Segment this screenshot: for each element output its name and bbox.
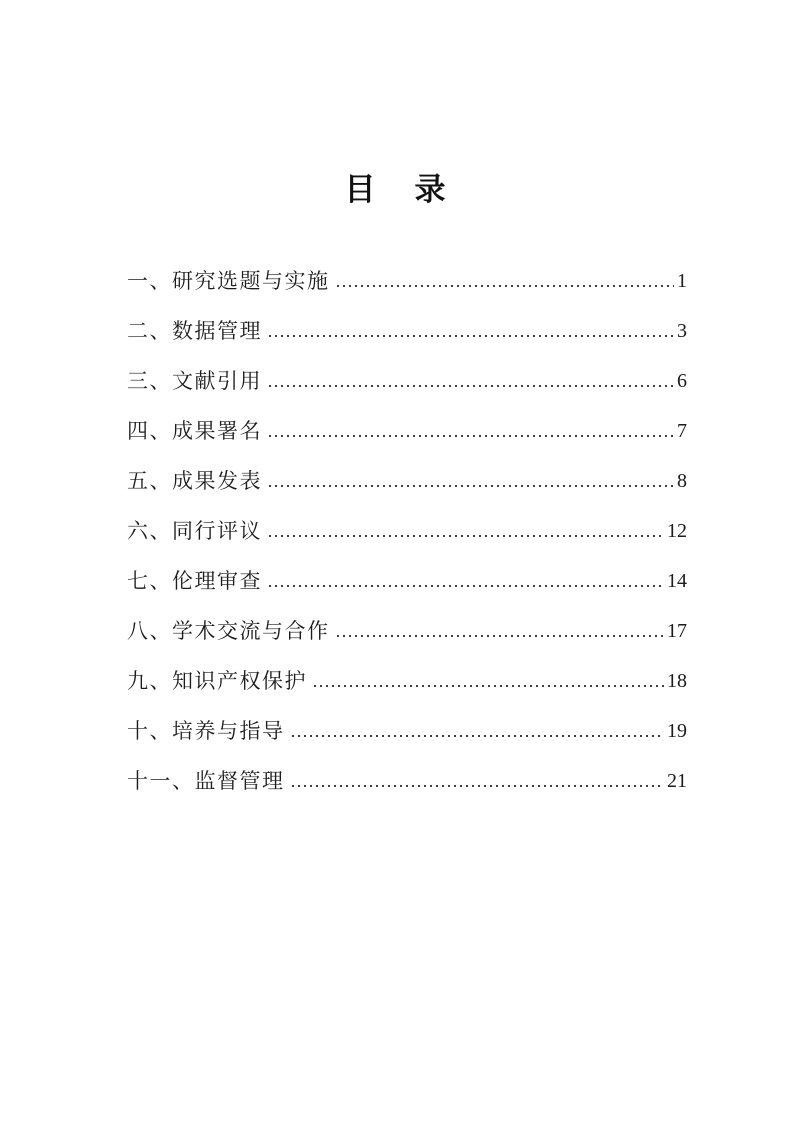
- dot-leader: [267, 481, 674, 489]
- toc-entry-label: 十一、监督管理: [127, 769, 285, 793]
- toc-entry[interactable]: [127, 446, 687, 496]
- toc-page-number: 6: [677, 370, 687, 392]
- dot-leader: [312, 681, 664, 689]
- page-title: 目 录: [344, 172, 450, 207]
- dot-leader: [267, 431, 674, 439]
- toc-page-number: 19: [667, 720, 687, 742]
- dot-leader: [267, 581, 664, 589]
- toc-page-number: 1: [677, 270, 687, 292]
- toc-entry-label: 七、伦理审查: [127, 569, 262, 593]
- toc-page-number: 8: [677, 470, 687, 492]
- toc-entry-label: 八、学术交流与合作: [127, 619, 330, 643]
- toc-page-number: 12: [667, 520, 687, 542]
- toc-page-number: 18: [667, 670, 687, 692]
- dot-leader: [267, 381, 674, 389]
- dot-leader: [267, 531, 664, 539]
- toc-entry[interactable]: [127, 496, 687, 546]
- dot-leader: [267, 331, 674, 339]
- toc-entry-label: 十、培养与指导: [127, 719, 285, 743]
- toc-entry-label: 五、成果发表: [127, 469, 262, 493]
- toc-entry[interactable]: [127, 596, 687, 646]
- toc-entry-label: 二、数据管理: [127, 319, 262, 343]
- toc-page-number: 3: [677, 320, 687, 342]
- toc-entry-label: 一、研究选题与实施: [127, 269, 330, 293]
- toc-entry[interactable]: [127, 246, 687, 296]
- toc-page-number: 7: [677, 420, 687, 442]
- dot-leader: [335, 281, 675, 289]
- toc-entry[interactable]: [127, 646, 687, 696]
- dot-leader: [290, 731, 665, 739]
- toc-entry[interactable]: [127, 546, 687, 596]
- toc-page-number: 17: [667, 620, 687, 642]
- toc-entry[interactable]: [127, 296, 687, 346]
- toc-page-number: 21: [667, 770, 687, 792]
- toc-entry[interactable]: [127, 346, 687, 396]
- toc-entry-label: 四、成果署名: [127, 419, 262, 443]
- toc-entry[interactable]: [127, 746, 687, 796]
- toc-entry-label: 三、文献引用: [127, 369, 262, 393]
- toc-entry[interactable]: [127, 696, 687, 746]
- toc-entry-label: 九、知识产权保护: [127, 669, 307, 693]
- toc-entry-label: 六、同行评议: [127, 519, 262, 543]
- dot-leader: [290, 781, 665, 789]
- table-of-contents: [0, 246, 794, 796]
- dot-leader: [335, 631, 665, 639]
- toc-page-number: 14: [667, 570, 687, 592]
- toc-entry[interactable]: [127, 396, 687, 446]
